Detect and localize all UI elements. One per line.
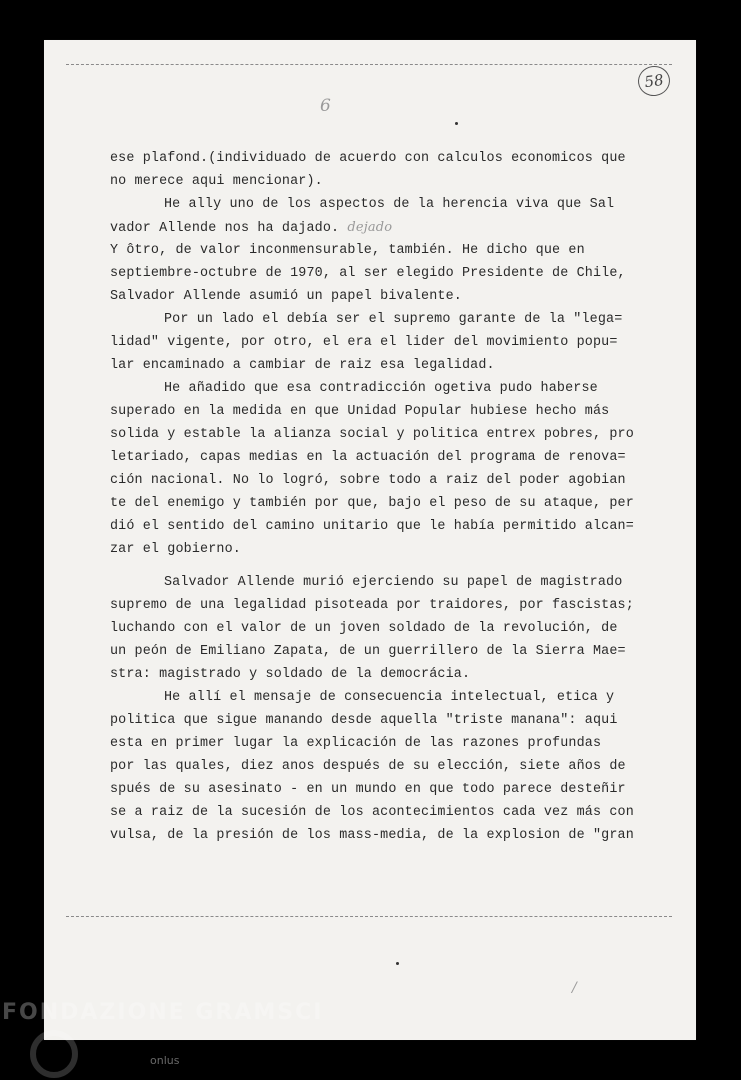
- text-line-15: ción nacional. No lo logró, sobre todo a raiz del poder agobian: [110, 473, 626, 488]
- text-line-2: no merece aqui mencionar).: [110, 174, 323, 189]
- text-line-27: por las quales, diez anos después de su elección, siete años de: [110, 759, 626, 774]
- text-line-20: supremo de una legalidad pisoteada por traidores, por fascistas;: [110, 598, 634, 613]
- text-line-8: Por un lado el debía ser el supremo garante de la "lega=: [164, 312, 623, 327]
- pencil-mark-bottom: /: [572, 980, 577, 996]
- text-line-11: He añadido que esa contradicción ogetiva pudo haberse: [164, 381, 598, 396]
- text-line-3: He ally uno de los aspectos de la herencia viva que Sal: [164, 197, 615, 212]
- text-line-16: te del enemigo y también por que, bajo el peso de su ataque, per: [110, 496, 634, 511]
- text-line-6: septiembre-octubre de 1970, al ser elegido Presidente de Chile,: [110, 266, 626, 281]
- text-line-1: ese plafond.(individuado de acuerdo con calculos economicos que: [110, 151, 626, 166]
- handwritten-note: dejado: [347, 220, 393, 235]
- text-line-14: letariado, capas medias en la actuación del programa de renova=: [110, 450, 626, 465]
- body-text: [110, 147, 634, 847]
- text-line-13: solida y estable la alianza social y politica entrex pobres, pro: [110, 427, 634, 442]
- text-line-26: esta en primer lugar la explicación de las razones profundas: [110, 736, 602, 751]
- text-line-24: He allí el mensaje de consecuencia intelectual, etica y: [164, 690, 615, 705]
- text-line-25: politica que sigue manando desde aquella "triste manana": aqui: [110, 713, 618, 728]
- text-line-18: zar el gobierno.: [110, 542, 241, 557]
- watermark-text: FONDAZIONE GRAMSCI: [2, 1000, 324, 1025]
- text-line-9: lidad" vigente, por otro, el era el lider del movimiento popu=: [110, 335, 618, 350]
- text-line-4-typed: vador Allende nos ha dajado.: [110, 221, 348, 236]
- text-line-17: dió el sentido del camino unitario que le había permitido alcan=: [110, 519, 634, 534]
- top-dashed-rule: [66, 64, 672, 65]
- text-line-5: Y ôtro, de valor inconmensurable, también. He dicho que en: [110, 243, 585, 258]
- bottom-dashed-rule: [66, 916, 672, 917]
- watermark-suffix: onlus: [150, 1054, 180, 1067]
- typewritten-page: [44, 40, 696, 1040]
- text-line-29: se a raiz de la sucesión de los acontecimientos cada vez más con: [110, 805, 634, 820]
- text-line-21: luchando con el valor de un joven soldado de la revolución, de: [110, 621, 618, 636]
- text-line-23: stra: magistrado y soldado de la democrácia.: [110, 667, 471, 682]
- text-line-4: [110, 216, 630, 239]
- text-line-19: Salvador Allende murió ejerciendo su papel de magistrado: [164, 575, 623, 590]
- text-line-22: un peón de Emiliano Zapata, de un guerrillero de la Sierra Mae=: [110, 644, 626, 659]
- text-line-30: vulsa, de la presión de los mass-media, de la explosion de "gran: [110, 828, 634, 843]
- text-line-7: Salvador Allende asumió un papel bivalente.: [110, 289, 462, 304]
- pencil-mark-top: 6: [320, 96, 331, 116]
- text-line-12: superado en la medida en que Unidad Popular hubiese hecho más: [110, 404, 610, 419]
- ink-dot: [396, 962, 399, 965]
- page-number-circled: 58: [636, 64, 672, 98]
- watermark-logo-icon: [30, 1030, 78, 1078]
- text-line-28: spués de su asesinato - en un mundo en que todo parece desteñir: [110, 782, 626, 797]
- text-line-10: lar encaminado a cambiar de raiz esa legalidad.: [110, 358, 495, 373]
- ink-dot: [455, 122, 458, 125]
